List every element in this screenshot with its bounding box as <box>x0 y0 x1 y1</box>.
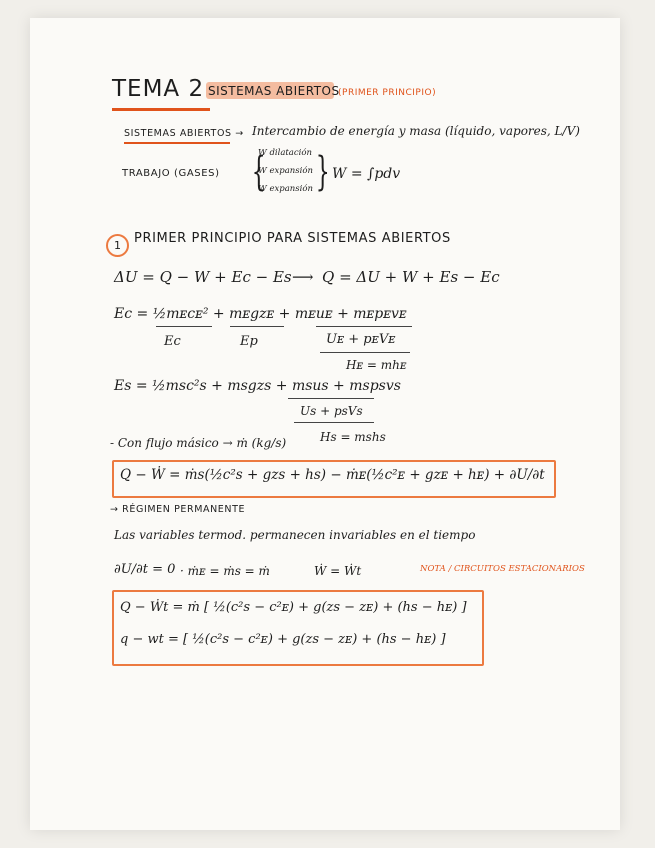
right-brace: } <box>315 149 330 195</box>
trabajo-label: TRABAJO (GASES) <box>122 168 220 179</box>
energy-balance-equation: ΔU = Q − W + Ec − Es <box>114 268 292 286</box>
specific-energy-equation: q − wt = [ ½(c²s − c²ᴇ) + g(zs − zᴇ) + (hs − hᴇ) ] <box>120 632 446 647</box>
title-underline <box>112 108 210 111</box>
es-formula: Es = ½msc²s + msgzs + msus + mspsvs <box>114 378 401 394</box>
hs-label: Hs = mshs <box>320 430 386 444</box>
topic-heading: SISTEMAS ABIERTOS <box>208 84 340 98</box>
ep-brace <box>230 326 284 327</box>
trabajo-item-1: W dilatación <box>258 148 312 158</box>
ep-label: Ep <box>240 334 258 349</box>
page-title: TEMA 2 <box>112 76 205 102</box>
mass-flow-note: - Con flujo másico → ṁ (kg/s) <box>110 436 287 450</box>
steady-state-text: Las variables termod. permanecen invariables en el tiempo <box>114 528 476 542</box>
intro-label: SISTEMAS ABIERTOS → <box>124 128 244 139</box>
general-energy-equation: Q − Ẇ = ṁs(½c²s + gzs + hs) − ṁᴇ(½c²ᴇ + gzᴇ + hᴇ) + ∂U/∂t <box>120 467 545 483</box>
steady-energy-equation: Q − Ẇt = ṁ [ ½(c²s − c²ᴇ) + g(zs − zᴇ) + (hs − hᴇ) ] <box>120 600 467 615</box>
steady-condition-2: · ṁᴇ = ṁs = ṁ <box>180 564 270 578</box>
section-number-circle: 1 <box>106 234 129 257</box>
steady-state-note: NOTA / CIRCUITOS ESTACIONARIOS <box>420 564 585 574</box>
ue-brace <box>316 326 412 327</box>
steady-condition-3: Ẇ = Ẇt <box>314 564 362 578</box>
hs-brace <box>294 422 374 423</box>
ue-label: Uᴇ + pᴇVᴇ <box>326 332 396 347</box>
intro-text: Intercambio de energía y masa (líquido, vapores, L/V) <box>252 124 580 138</box>
section-heading: PRIMER PRINCIPIO PARA SISTEMAS ABIERTOS <box>134 231 451 246</box>
trabajo-item-3: W expansión <box>258 184 313 194</box>
ec-formula: Ec = ½mᴇcᴇ² + mᴇgzᴇ + mᴇuᴇ + mᴇpᴇvᴇ <box>114 306 407 322</box>
topic-subtitle: (PRIMER PRINCIPIO) <box>338 88 437 98</box>
notebook-page <box>30 18 620 830</box>
he-label: Hᴇ = mhᴇ <box>346 358 407 372</box>
he-brace <box>320 352 410 353</box>
intro-underline <box>124 142 230 144</box>
steady-condition-1: ∂U/∂t = 0 <box>114 562 176 577</box>
left-brace: { <box>251 149 266 195</box>
us-label: Us + psVs <box>300 404 363 418</box>
ec-label: Ec <box>164 334 181 349</box>
implies-arrow: ⟶ <box>292 268 314 286</box>
trabajo-item-2: W expansión <box>258 166 313 176</box>
heat-equation: Q = ΔU + W + Es − Ec <box>322 268 500 286</box>
us-brace <box>288 398 374 399</box>
trabajo-formula: W = ∫pdv <box>332 166 401 182</box>
steady-state-heading: → RÉGIMEN PERMANENTE <box>110 504 246 515</box>
ec-brace <box>156 326 212 327</box>
